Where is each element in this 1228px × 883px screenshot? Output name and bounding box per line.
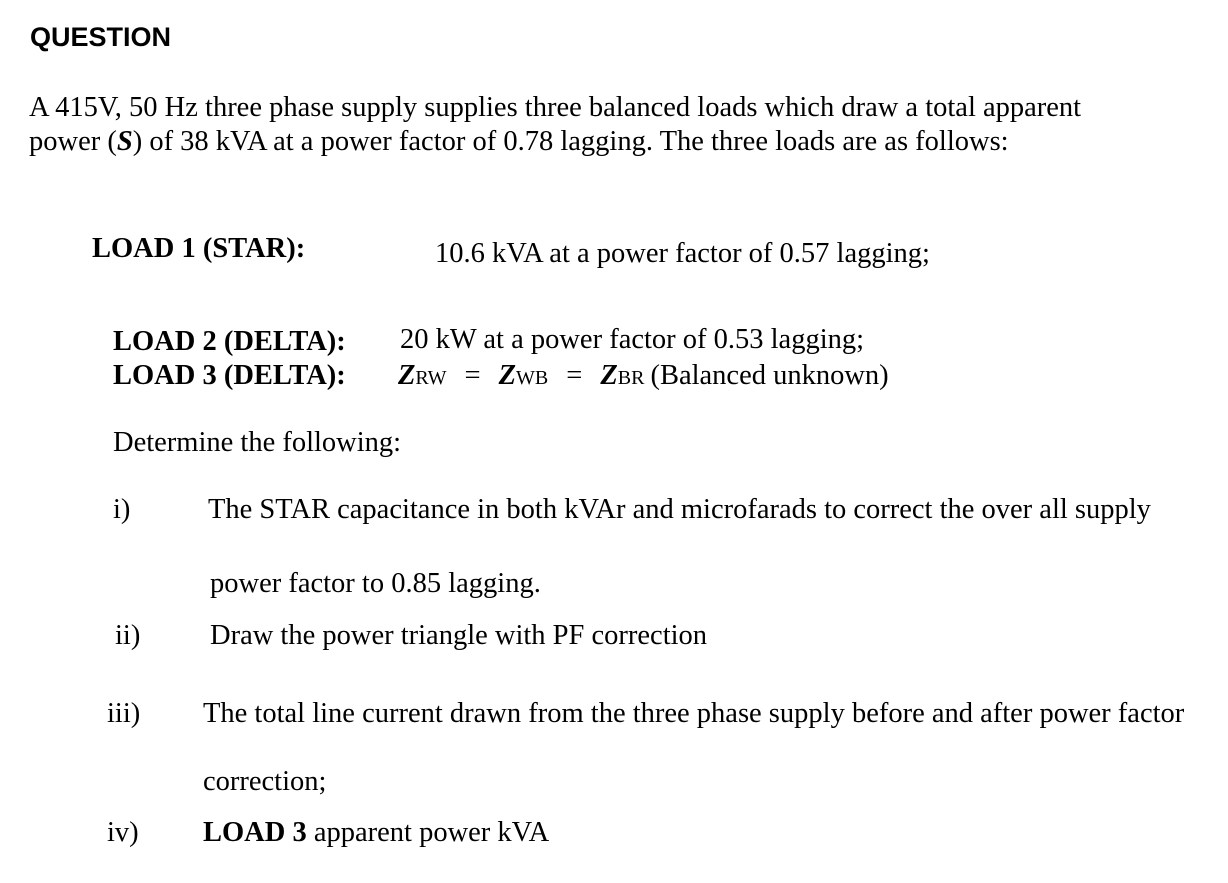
- task-iii-text-line-1: The total line current drawn from the three phase supply before and after power factor: [203, 698, 1185, 729]
- task-iii-text-line-2: correction;: [203, 766, 327, 797]
- task-iv-text: [203, 819, 549, 848]
- load3-note: (Balanced unknown): [650, 360, 889, 391]
- impedance-rw-symbol: Z: [398, 360, 416, 391]
- task-ii-number: ii): [115, 620, 141, 651]
- task-ii-text: Draw the power triangle with PF correction: [210, 620, 708, 651]
- task-i-text-line-2: power factor to 0.85 lagging.: [210, 568, 541, 599]
- impedance-br-subscript: BR: [617, 367, 645, 389]
- impedance-rw-subscript: RW: [415, 367, 447, 389]
- load1-value: 10.6 kVA at a power factor of 0.57 lagging;: [435, 238, 930, 269]
- load3-value: [398, 362, 889, 391]
- question-heading: QUESTION: [30, 22, 172, 52]
- load1-label: LOAD 1 (STAR):: [92, 233, 306, 264]
- apparent-power-symbol: S: [116, 126, 133, 157]
- impedance-wb-subscript: WB: [516, 367, 549, 389]
- impedance-br-symbol: Z: [600, 360, 618, 391]
- task-i-text-line-1: The STAR capacitance in both kVAr and microfarads to correct the over all supply: [208, 494, 1151, 525]
- equals-sign-1: =: [464, 360, 481, 391]
- determine-heading: Determine the following:: [113, 427, 402, 458]
- load2-label: LOAD 2 (DELTA):: [113, 326, 346, 357]
- intro-line-2: [29, 128, 1009, 157]
- task-iv-text-rest: apparent power kVA: [306, 817, 550, 848]
- equals-sign-2: =: [566, 360, 583, 391]
- intro-line-2-prefix: power (: [29, 126, 117, 157]
- task-iv-load-label: LOAD 3: [203, 817, 307, 848]
- intro-line-2-suffix: ) of 38 kVA at a power factor of 0.78 lagging. The three loads are as follows:: [132, 126, 1009, 157]
- impedance-wb-symbol: Z: [498, 360, 517, 391]
- task-iv-number: iv): [107, 817, 139, 848]
- intro-line-1: A 415V, 50 Hz three phase supply supplies three balanced loads which draw a total apparent: [29, 92, 1082, 123]
- task-iii-number: iii): [107, 698, 141, 729]
- task-i-number: i): [113, 494, 131, 525]
- load2-value: 20 kW at a power factor of 0.53 lagging;: [400, 324, 865, 355]
- load3-label: LOAD 3 (DELTA):: [113, 360, 346, 391]
